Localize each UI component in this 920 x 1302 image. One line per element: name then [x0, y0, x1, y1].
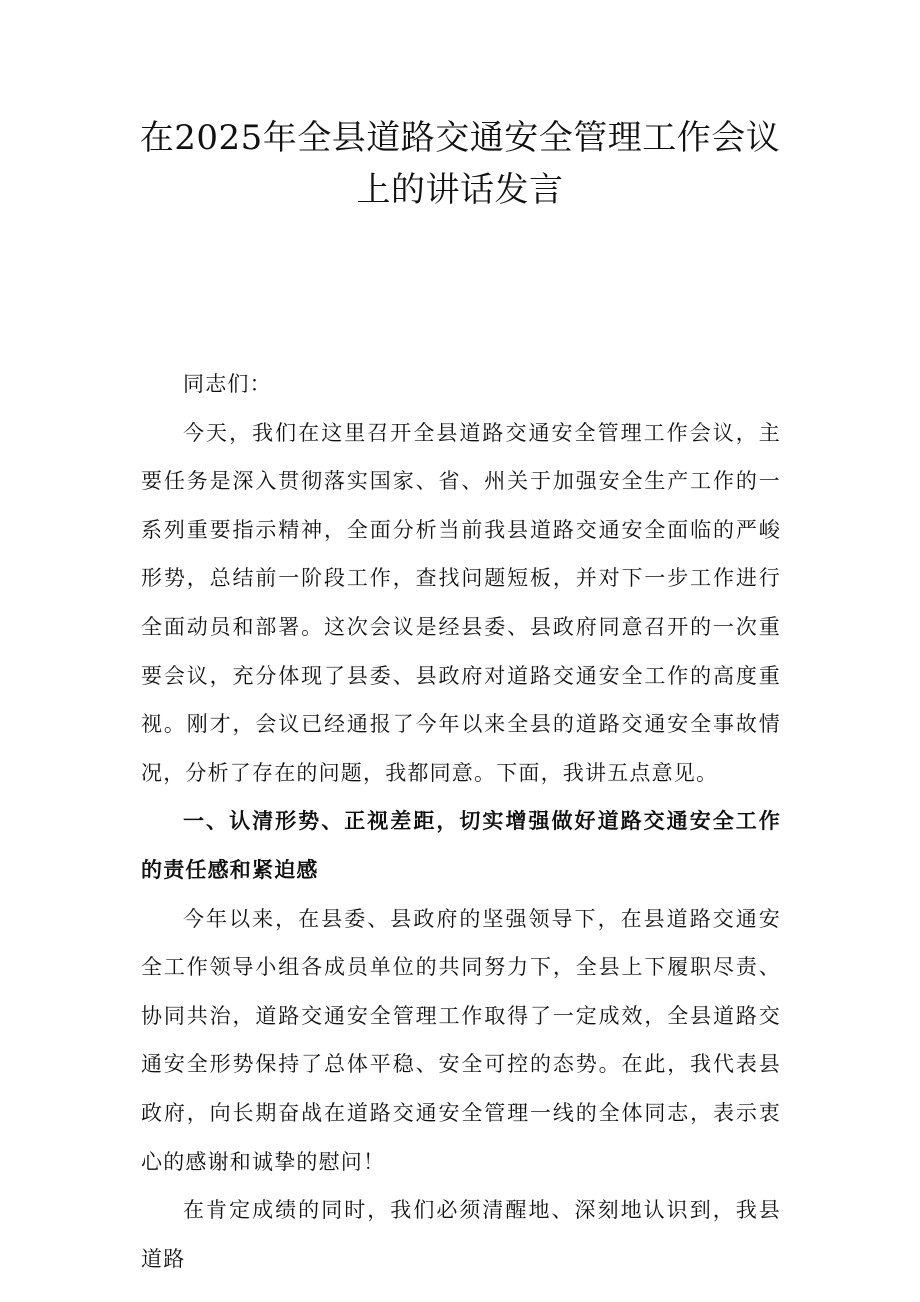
- document-body: [141, 360, 781, 1283]
- title-line-2: 上的讲话发言: [356, 170, 564, 210]
- title-line-1: 在2025年全县道路交通安全管理工作会议: [139, 118, 781, 158]
- paragraph-opening: 今天，我们在这里召开全县道路交通安全管理工作会议，主要任务是深入贯彻落实国家、省、州关于加强安全生产工作的一系列重要指示精神，全面分析当前我县道路交通安全面临的严峻形势，总结前一阶段工作，查找问题短板，并对下一步工作进行全面动员和部署。这次会议是经县委、县政府同意召开的一次重要会议，充分体现了县委、县政府对道路交通安全工作的高度重视。刚才，会议已经通报了今年以来全县的道路交通安全事故情况，分析了存在的问题，我都同意。下面，我讲五点意见。: [141, 420, 781, 785]
- paragraph-achievements: 今年以来，在县委、县政府的坚强领导下，在县道路交通安全工作领导小组各成员单位的共同努力下，全县上下履职尽责、协同共治，道路交通安全管理工作取得了一定成效，全县道路交通安全形势保持了总体平稳、安全可控的态势。在此，我代表县政府，向长期奋战在道路交通安全管理一线的全体同志，表示衷心的感谢和诚挚的慰问！: [141, 906, 781, 1174]
- paragraph-awareness: 在肯定成绩的同时，我们必须清醒地、深刻地认识到，我县道路: [141, 1198, 781, 1271]
- salutation: 同志们：: [183, 372, 272, 396]
- page-title: [0, 112, 920, 216]
- section-heading-1: 一、认清形势、正视差距，切实增强做好道路交通安全工作的责任感和紧迫感: [141, 808, 781, 882]
